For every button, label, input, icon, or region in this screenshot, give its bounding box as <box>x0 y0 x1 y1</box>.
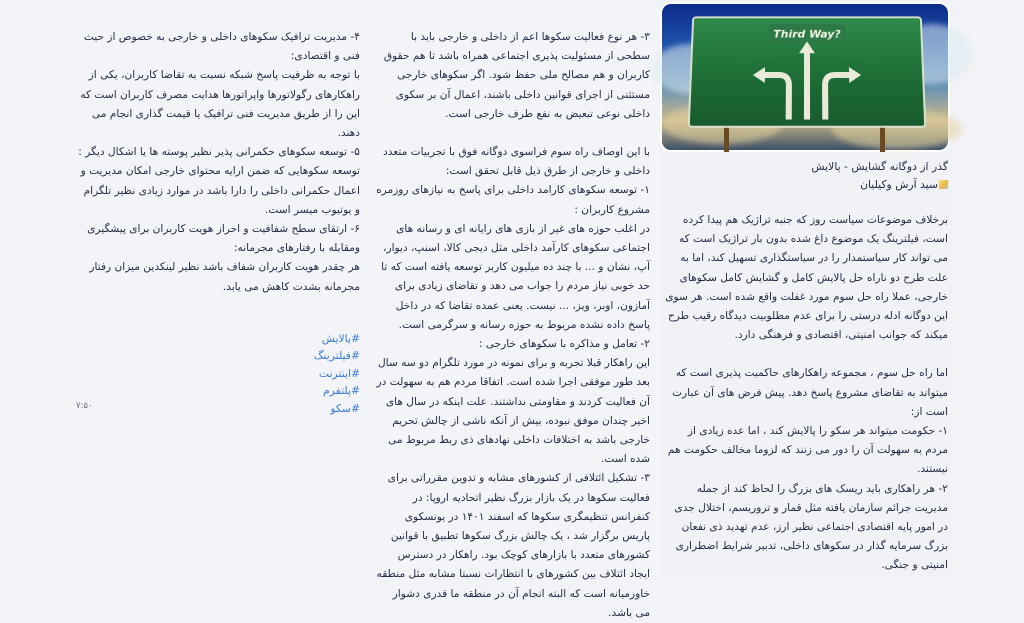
three-way-arrows-icon <box>746 41 868 121</box>
paragraph: ۲- هر راهکاری باید ریسک های بزرگ را لحاظ کند از جمله مدیریت جرائم سازمان یافته مثل قمار و تروریسم، اختلال جدی در امور پایه اقتصادی اجتماعی نظیر ارز، عدم تهدید ذی نفعان بزرگ سرمایه گذار در سکوهای داخلی، تدبیر شرایط اضطراری امنیتی و جنگی. <box>674 482 948 572</box>
hashtag-link[interactable]: #پالایش <box>321 331 360 345</box>
pencil-memo-icon <box>939 180 948 189</box>
paragraph: این راهکار قبلا تجربه و برای نمونه در مورد تلگرام دو سه سال بعد طور موفقی اجرا شده است. اتفاقا مردم هم به سهولت در آن فعالیت کردند و مقاومتی نداشتند. علت اینکه در سال های اخیر چندان موفق نبوده، بیش از آنکه ناشی از چالش تحریم خارجی باشد به اختلافات داخلی نهادهای ذی ربط مربوط می شده است. <box>376 357 650 466</box>
paragraph: هر چقدر هویت کاربران شفاف باشد نظیر لینکدین میزان رفتار مجرمانه بشدت کاهش می یابد. <box>89 261 360 293</box>
road-sign <box>688 16 927 127</box>
hashtag-link[interactable]: #سکو <box>330 401 360 415</box>
post-body-right <box>664 211 948 576</box>
paragraph: اما راه حل سوم ، مجموعه راهکارهای حاکمیت پذیری است که میتواند به تقاضای مشروع پاسخ دهد. پیش فرض های آن عبارت است از: <box>672 367 948 418</box>
paragraph: در اغلب حوزه های غیر از بازی های رایانه ای و رسانه های اجتماعی سکوهای کارآمد داخلی مثل دیجی کالا، اسنپ، دیوار، آپ، نشان و ... با چند ده میلیون کاربر توسعه یافته است که تا حد خوبی نیاز مردم را جواب می دهد و تقاضای زیادی برای آمازون، اوبر، ویز، ... نیست. یعنی عمده تقاضا که در داخل پاسخ داده نشده مربوط به حوزه رسانه و سرگرمی است. <box>381 222 650 331</box>
post-timestamp: ۷:۵۰ <box>76 401 93 411</box>
paragraph: ۴- مدیریت ترافیک سکوهای داخلی و خارجی به خصوص از حیث فنی و اقتصادی: <box>83 31 360 63</box>
hashtag-link[interactable]: #اینترنت <box>318 366 360 380</box>
post-column-right <box>660 0 952 576</box>
post-column-left <box>76 28 362 417</box>
paragraph: ۶- ارتقای سطح شفافیت و احراز هویت کاربران برای پیشگیری ومقابله با رفتارهای مجرمانه: <box>87 223 360 255</box>
post-column-middle <box>372 28 654 623</box>
post-author <box>664 176 948 194</box>
paragraph: با توجه به ظرفیت پاسخ شبکه نسبت به تقاضا کاربران، یکی از راهکارهای رگولاتورها واپراتورها هدایت مصرف کاربران است که این را از طریق مدیریت فنی ترافیک یا قیمت گذاری انجام می دهند. <box>80 69 360 140</box>
hashtag-link[interactable]: #پلتفرم <box>323 384 360 398</box>
spacer <box>664 345 948 364</box>
paragraph: ۳- تشکیل ائتلافی از کشورهای مشابه و تدوین مقرراتی برای فعالیت سکوها در یک بازار بزرگ نظیر اتحادیه اروپا: در کنفرانس تنظیمگری سکوها که اسفند ۱۴۰۱ در یونسکوی پاریس برگزار شد ، یک چالش بزرگ سکوها تطبیق با قوانین کشورهای متعدد با بازارهای کوچک بود. راهکار در دسترس ایجاد ائتلاف بین کشورهای با انتظارات نسبتا مشابه مثل منطقه خاورمیانه است که البته انجام آن در منطقه ما قدری دشوار می باشد. <box>376 472 650 619</box>
post-caption: گذر از دوگانه گشایش - پالایش <box>811 160 948 173</box>
paragraph: ۳- هر نوع فعالیت سکوها اعم از داخلی و خارجی باید با سطحی از مسئولیت پذیری اجتماعی همراه باشد تا هم حقوق کاربران و هم مصالح ملی حفظ شود. اگر سکوهای خارجی مستثنی از اجرای قوانین داخلی باشند، اعمال آن بر سکوی داخلی نوعی تبعیض به نفع طرف خارجی است. <box>383 31 650 120</box>
paragraph: توسعه سکوهایی که ضمن ارایه محتوای خارجی امکان مدیریت و اعمال حکمرانی داخلی را دارا باشد در موارد زیادی نظیر تلگرام و یوتیوب میسر است. <box>80 165 360 216</box>
post-image[interactable] <box>662 4 948 150</box>
hashtag-link[interactable]: #فیلترینگ <box>313 349 360 363</box>
sign-text: Third Way? <box>768 24 846 45</box>
spacer <box>376 124 650 143</box>
paragraph: ۵- توسعه سکوهای حکمرانی پذیر نظیر پوسته ها یا اشکال دیگر : <box>78 146 360 159</box>
paragraph: ۱- حکومت میتواند هر سکو را پالایش کند ، اما عده زیادی از مردم به سهولت آن را دور می زنند که لزوما مخالف حکومت هم نیستند. <box>667 425 948 476</box>
paragraph: با این اوصاف راه سوم فراسوی دوگانه فوق با تجربیات متعدد داخلی و خارجی از طرق ذیل قابل تحقق است: <box>383 146 650 178</box>
hashtag-list <box>78 330 360 418</box>
paragraph: ۱- توسعه سکوهای کارامد داخلی برای پاسخ به نیازهای روزمره مشروع کاربران : <box>376 184 650 216</box>
author-name: سید آرش وکیلیان <box>860 178 938 191</box>
paragraph: ۲- تعامل و مذاکره با سکوهای خارجی : <box>478 338 650 351</box>
paragraph: برخلاف موضوعات سیاست روز که جنبه تراژیک هم پیدا کرده است، فیلترینگ یک موضوع داغ شده بدون بار تراژیک است که می تواند کار سیاستمدار را در سیاستگذاری تسهیل کند، اما به علت طرح دو ناراه حل پالایش کامل و گشایش کامل سکوهای خارجی، عملا راه حل سوم مورد غفلت واقع شده است. هر سوی این دوگانه ادله درستی را برای عدم مطلوبیت دیدگاه رقیب طرح میکند که جوانب امنیتی، اقتصادی و فرهنگی دارد. <box>665 214 948 342</box>
